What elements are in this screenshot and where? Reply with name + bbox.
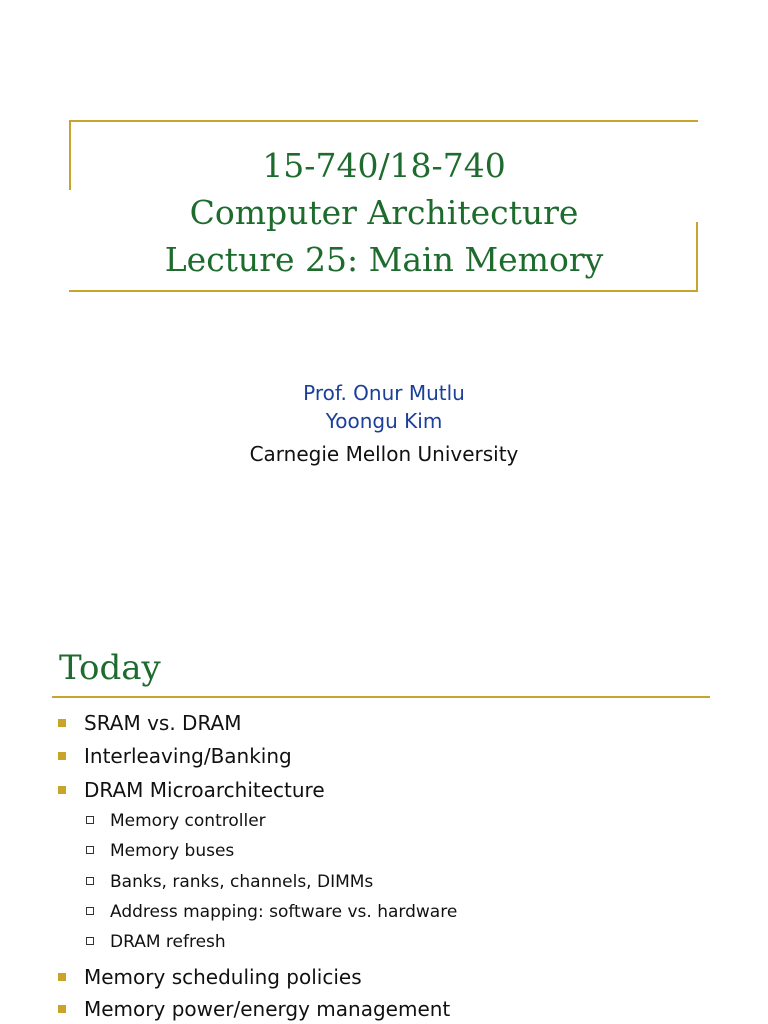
sub-bullet-item xyxy=(86,811,266,831)
slide-title: Today xyxy=(59,648,161,688)
square-bullet-icon xyxy=(58,973,66,981)
lecture-title: Lecture 25: Main Memory xyxy=(164,240,604,279)
bullet-text: SRAM vs. DRAM xyxy=(84,711,242,735)
hollow-square-bullet-icon xyxy=(86,877,94,885)
sub-bullet-item xyxy=(86,902,457,922)
sub-bullet-text: Banks, ranks, channels, DIMMs xyxy=(110,872,374,892)
bullet-item xyxy=(58,778,325,802)
sub-bullet-item xyxy=(86,841,234,861)
today-slide xyxy=(0,576,768,1024)
bullet-item xyxy=(58,711,241,735)
bullet-item xyxy=(58,997,450,1021)
bullet-text: Memory scheduling policies xyxy=(84,965,362,989)
sub-bullet-text: Memory controller xyxy=(110,811,266,831)
course-name: Computer Architecture xyxy=(189,193,579,232)
square-bullet-icon xyxy=(58,786,66,794)
bullet-item xyxy=(58,744,292,768)
sub-bullet-item xyxy=(86,872,373,892)
square-bullet-icon xyxy=(58,1005,66,1013)
instructor-name: Yoongu Kim xyxy=(325,409,443,433)
title-frame-bottom-rule xyxy=(69,290,698,292)
hollow-square-bullet-icon xyxy=(86,937,94,945)
sub-bullet-item xyxy=(86,932,226,952)
square-bullet-icon xyxy=(58,719,66,727)
institution-name: Carnegie Mellon University xyxy=(249,442,519,466)
hollow-square-bullet-icon xyxy=(86,846,94,854)
sub-bullet-text: DRAM refresh xyxy=(110,932,226,952)
bullet-text: Interleaving/Banking xyxy=(84,744,292,768)
bullet-item xyxy=(58,965,362,989)
hollow-square-bullet-icon xyxy=(86,816,94,824)
bullet-text: Memory power/energy management xyxy=(84,997,451,1021)
sub-bullet-text: Memory buses xyxy=(110,841,235,861)
square-bullet-icon xyxy=(58,752,66,760)
bullet-list xyxy=(0,576,768,1024)
course-codes: 15-740/18-740 xyxy=(262,146,506,185)
sub-bullet-text: Address mapping: software vs. hardware xyxy=(110,902,458,922)
bullet-text: DRAM Microarchitecture xyxy=(84,778,325,802)
instructor-name: Prof. Onur Mutlu xyxy=(303,381,465,405)
title-frame-top-rule xyxy=(69,120,698,122)
hollow-square-bullet-icon xyxy=(86,907,94,915)
